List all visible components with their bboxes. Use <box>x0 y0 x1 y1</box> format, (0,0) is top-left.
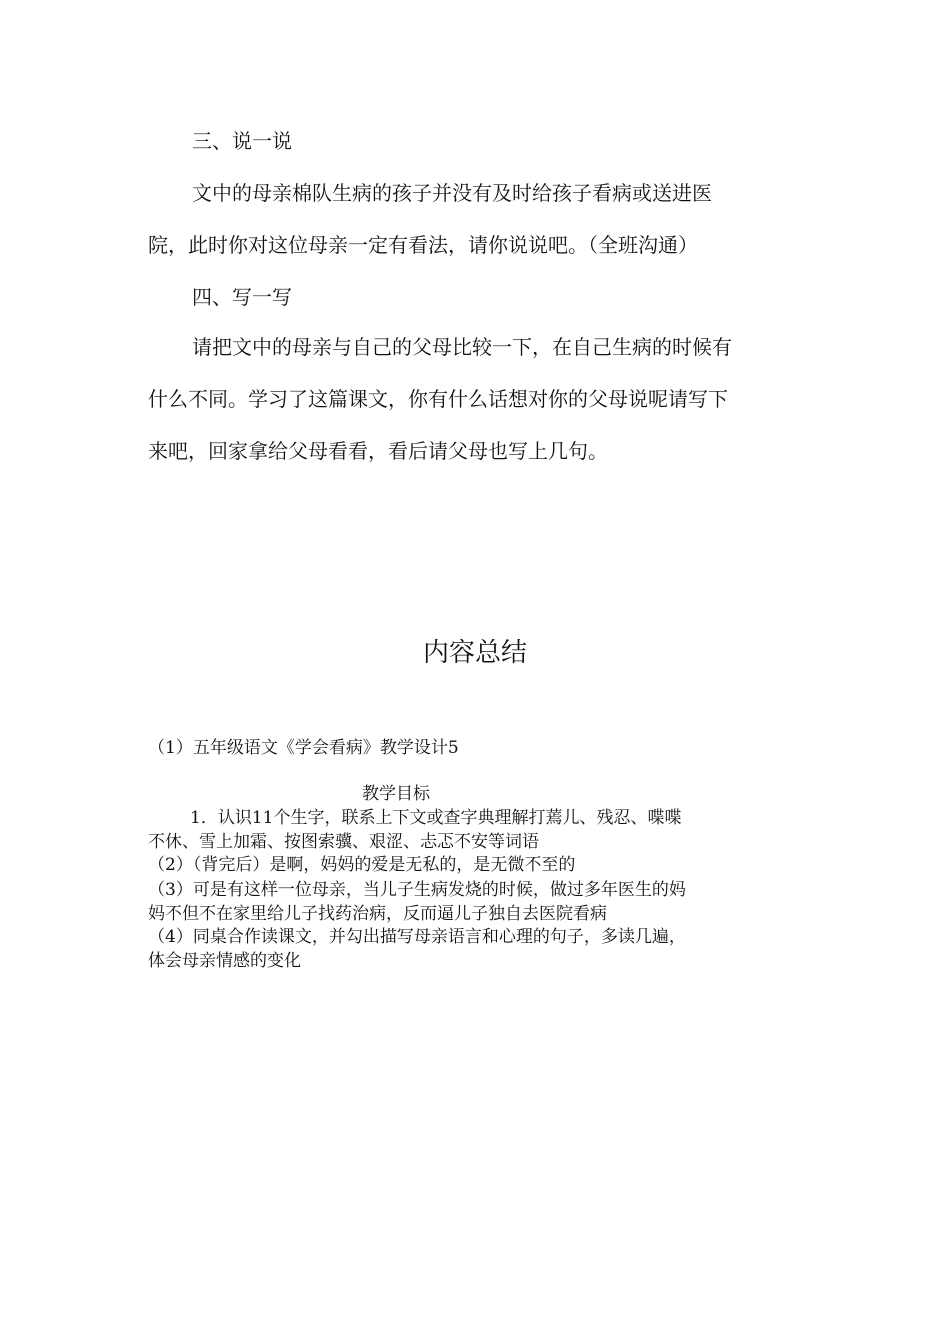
paragraph-line: 什么不同。学习了这篇课文，你有什么话想对你的父母说呢请写下 <box>148 387 728 411</box>
summary-item-cont: 妈不但不在家里给儿子找药治病，反而逼儿子独自去医院看病 <box>148 904 607 924</box>
summary-goal-line: 不休、雪上加霜、按图索骥、艰涩、忐忑不安等词语 <box>148 832 539 852</box>
summary-item: （4）同桌合作读课文，并勾出描写母亲语言和心理的句子，多读几遍， <box>148 927 686 947</box>
summary-item: （2）（背完后）是啊，妈妈的爱是无私的，是无微不至的 <box>148 855 576 875</box>
section-heading-write: 四、写一写 <box>192 285 292 309</box>
summary-title: 内容总结 <box>422 638 527 668</box>
summary-item-cont: 体会母亲情感的变化 <box>148 951 301 971</box>
paragraph-line: 来吧，回家拿给父母看看，看后请父母也写上几句。 <box>148 439 608 463</box>
section-heading-say: 三、说一说 <box>192 129 292 153</box>
summary-item: （1）五年级语文《学会看病》教学设计5 <box>148 738 459 758</box>
paragraph-line: 院，此时你对这位母亲一定有看法，请你说说吧。（全班沟通） <box>148 233 698 257</box>
paragraph-line: 文中的母亲棉队生病的孩子并没有及时给孩子看病或送进医 <box>192 181 712 205</box>
paragraph-line: 请把文中的母亲与自己的父母比较一下，在自己生病的时候有 <box>192 335 732 359</box>
summary-goal-line: 1．认识11个生字，联系上下文或查字典理解打蔫儿、残忍、喋喋 <box>190 808 682 828</box>
summary-subtitle: 教学目标 <box>362 784 430 804</box>
summary-item: （3）可是有这样一位母亲，当儿子生病发烧的时候，做过多年医生的妈 <box>148 880 686 900</box>
